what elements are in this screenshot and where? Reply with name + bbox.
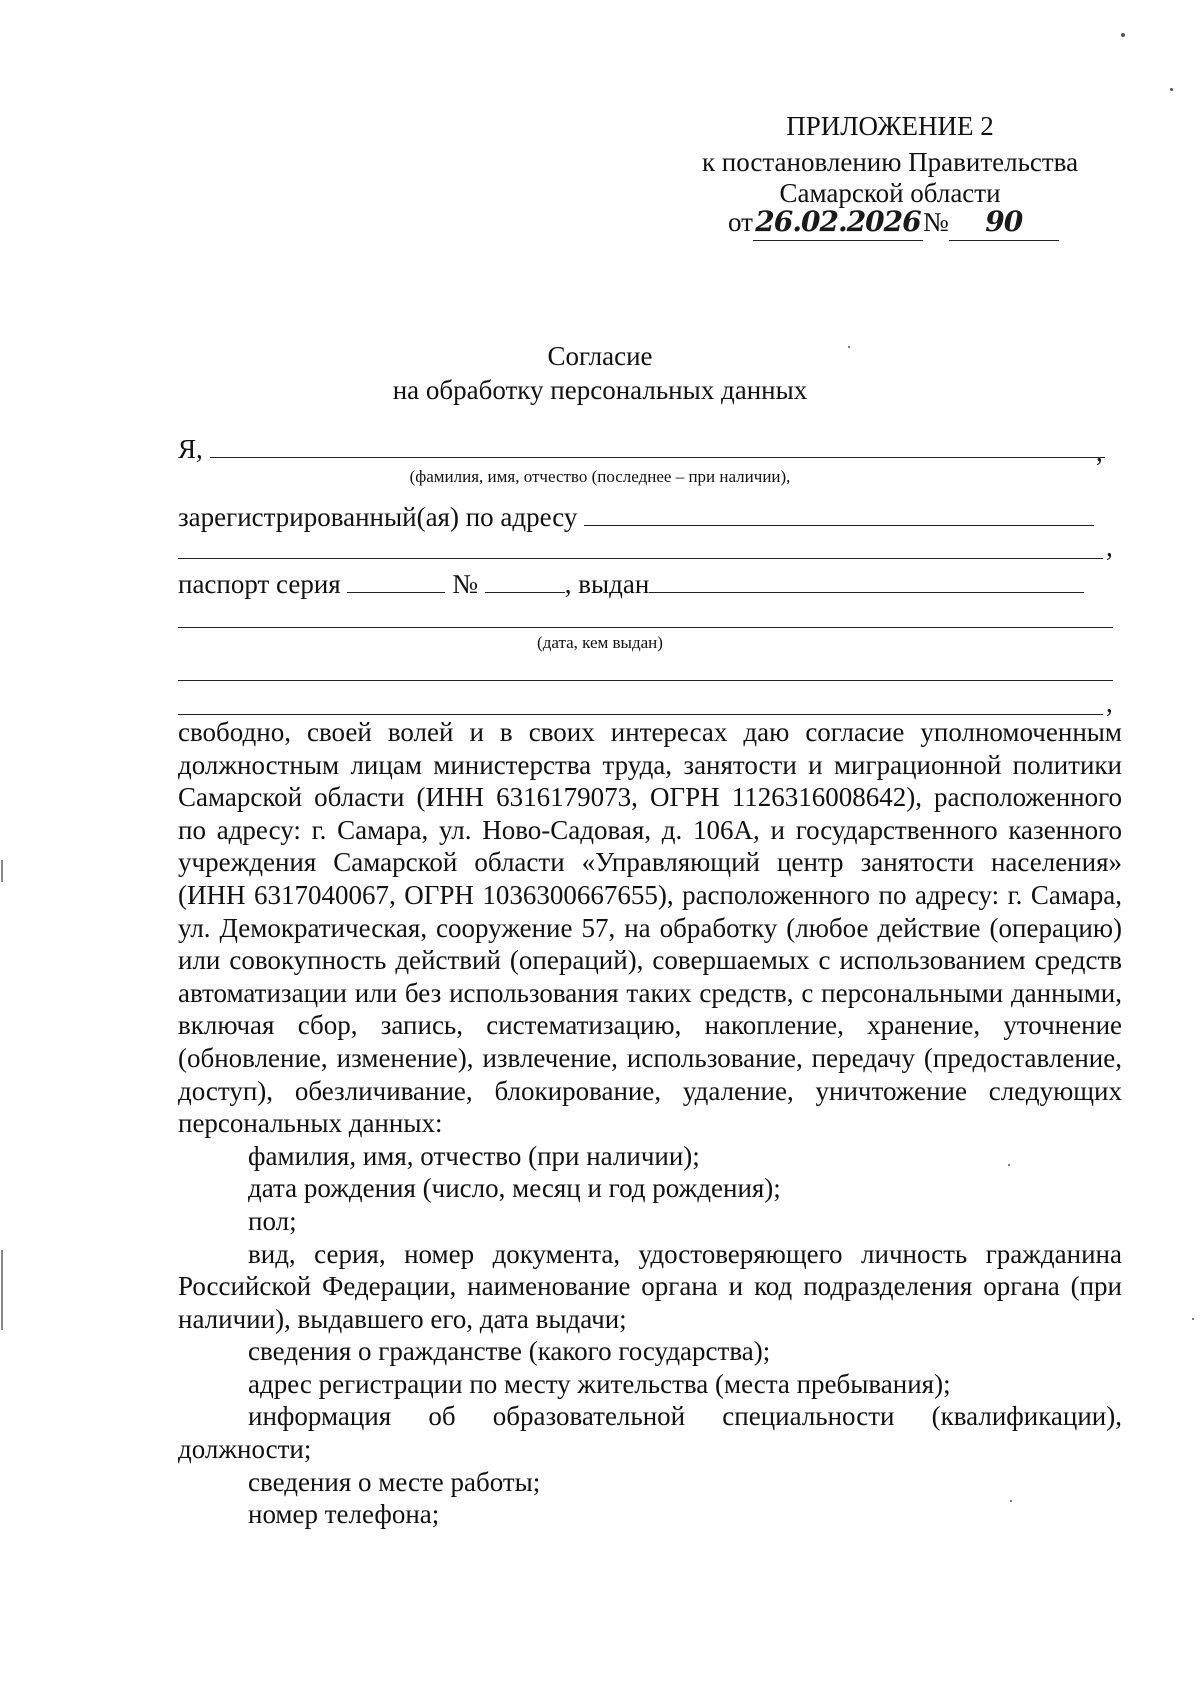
scan-edge-mark bbox=[1, 1250, 3, 1330]
passport-row bbox=[178, 567, 1084, 601]
consent-body bbox=[178, 716, 1122, 1531]
scan-edge-mark bbox=[1, 860, 3, 882]
registered-label: зарегистрированный(ая) по адресу bbox=[178, 502, 578, 532]
passport-series-label: паспорт серия bbox=[178, 569, 341, 599]
passport-series-field[interactable] bbox=[347, 568, 445, 593]
date-number-row bbox=[728, 204, 1059, 241]
passport-number-sign: № bbox=[452, 569, 478, 599]
region-line: Самарской области bbox=[779, 178, 1001, 208]
list-item: сведения о месте работы; bbox=[248, 1466, 541, 1497]
name-row bbox=[178, 432, 1105, 466]
name-field[interactable] bbox=[210, 433, 1105, 458]
scan-speck bbox=[1170, 88, 1173, 91]
date-prefix: от bbox=[728, 207, 753, 237]
comma-mark: , bbox=[1106, 688, 1113, 718]
issued-line-3[interactable] bbox=[178, 680, 1113, 681]
list-item: дата рождения (число, месяц и год рождения); bbox=[248, 1173, 781, 1204]
list-item: сведения о гражданстве (какого государства); bbox=[248, 1336, 771, 1367]
passport-number-field[interactable] bbox=[485, 568, 565, 593]
list-item: информация об образовательной специальности (квалификации), должности; bbox=[178, 1401, 1122, 1465]
document-title: Согласие bbox=[547, 341, 653, 371]
number-sign: № bbox=[922, 207, 949, 237]
appendix-label: ПРИЛОЖЕНИЕ 2 bbox=[786, 111, 994, 141]
list-item: адрес регистрации по месту жительства (места пребывания); bbox=[248, 1368, 951, 1399]
issued-line-4[interactable] bbox=[178, 714, 1103, 715]
scan-speck bbox=[1192, 1318, 1194, 1320]
issued-label: , выдан bbox=[564, 569, 650, 599]
handwritten-number: 90 bbox=[949, 204, 1059, 241]
resolution-line: к постановлению Правительства bbox=[701, 147, 1079, 177]
scan-speck bbox=[848, 346, 850, 348]
list-item: номер телефона; bbox=[248, 1499, 440, 1530]
scan-speck bbox=[1008, 1164, 1010, 1166]
address-field[interactable] bbox=[584, 501, 1094, 526]
name-caption: (фамилия, имя, отчество (последнее – при наличии), bbox=[409, 467, 791, 486]
scan-speck bbox=[1010, 1500, 1012, 1502]
issued-caption: (дата, кем выдан) bbox=[537, 633, 663, 652]
comma-mark: , bbox=[1096, 437, 1103, 467]
list-item: пол; bbox=[248, 1205, 297, 1236]
list-item: вид, серия, номер документа, удостоверяющего личность гражданина Российской Федерации, наименование органа и код подразделения органа (при наличии), выдавшего его, дата выдачи; bbox=[178, 1238, 1122, 1334]
address-row bbox=[178, 500, 1094, 534]
list-item: фамилия, имя, отчество (при наличии); bbox=[248, 1140, 700, 1171]
issued-field[interactable] bbox=[649, 568, 1084, 593]
handwritten-date: 26.02.2026 bbox=[753, 204, 923, 241]
document-subtitle: на обработку персональных данных bbox=[392, 375, 808, 405]
ya-label: Я, bbox=[178, 434, 203, 464]
scan-speck bbox=[1121, 33, 1125, 37]
address-line-2[interactable] bbox=[178, 558, 1103, 559]
main-paragraph: свободно, своей волей и в своих интересах даю согласие уполномоченным должностным лицам министерства труда, занятости и миграционной политики Самарской области (ИНН 6316179073, ОГРН 1126316008642), расположенного по адресу: г. Самара, ул. Ново-Садовая, д. 106А, и государственного казенного учреждения Самарской области «Управляющий центр занятости населения» (ИНН 6317040067, ОГРН 1036300667655), расположенного по адресу: г. Самара, ул. Демократическая, сооружение 57, на обработку (любое действие (операцию) или совокупность действий (операций), совершаемых с использованием средств автоматизации или без использования таких средств, с персональными данными, включая сбор, запись, систематизацию, накопление, хранение, уточнение (обновление, изменение), извлечение, использование, передачу (предоставление, доступ), обезличивание, блокирование, удаление, уничтожение следующих персональных данных: bbox=[178, 717, 1122, 1139]
comma-mark: , bbox=[1106, 532, 1113, 562]
issued-line-2[interactable] bbox=[178, 627, 1113, 628]
